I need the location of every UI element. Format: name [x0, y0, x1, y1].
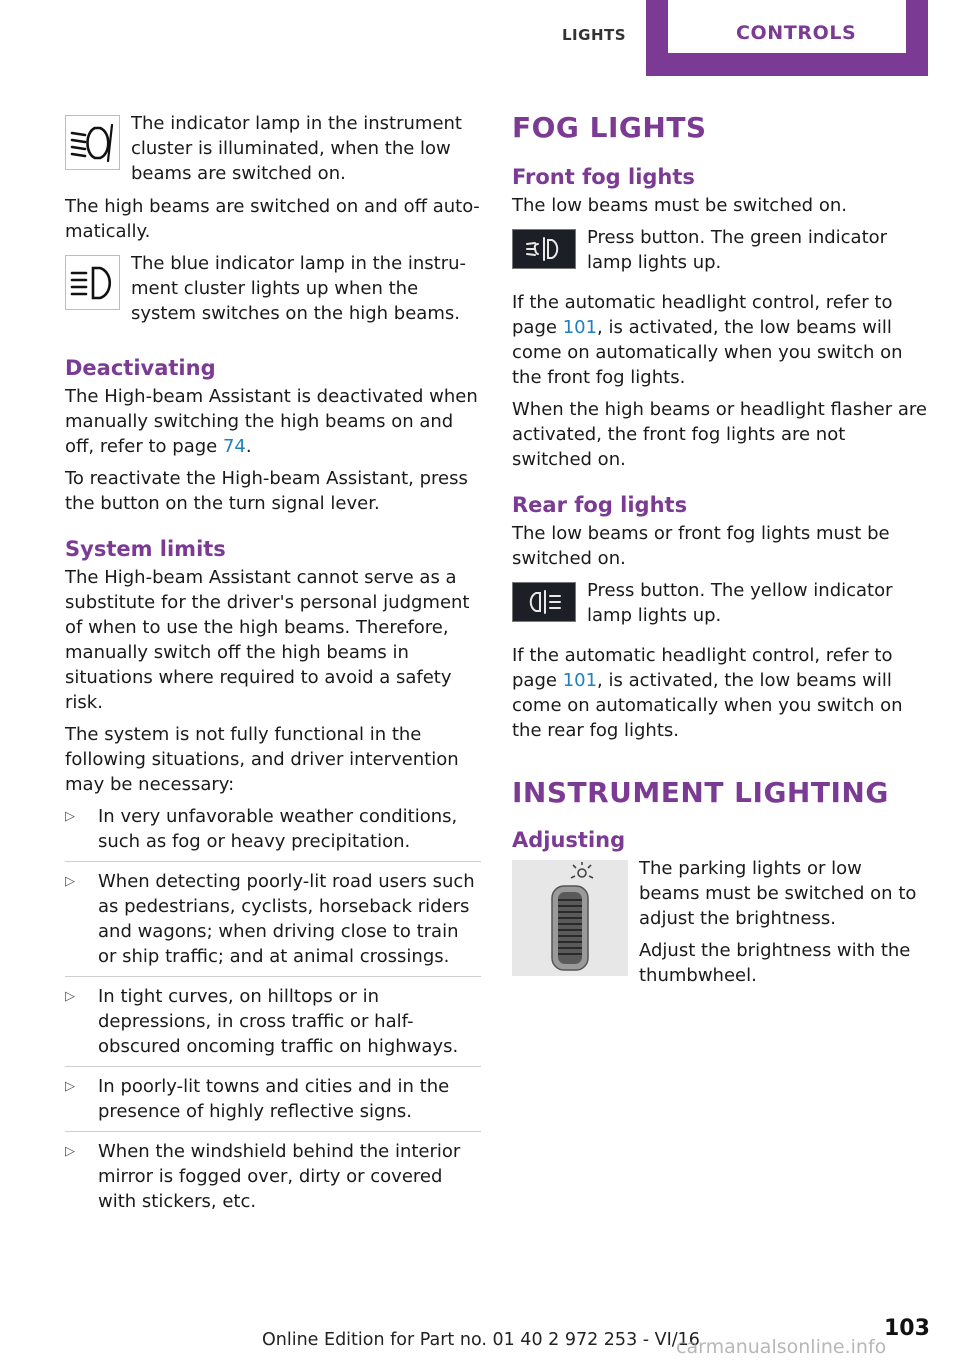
instrument-lighting-heading: INSTRUMENT LIGHTING — [512, 776, 889, 809]
thumbwheel-text — [639, 856, 928, 995]
list-item: ▷ In poorly-lit towns and cities and in the presence of highly reflective signs. — [65, 1074, 481, 1132]
section-label: LIGHTS — [562, 26, 627, 44]
page-link-101[interactable]: 101 — [562, 670, 598, 691]
triangle-bullet-icon: ▷ — [65, 1144, 75, 1159]
deactivating-heading: Deactivating — [65, 356, 216, 380]
watermark: carmanualsonline.info — [676, 1336, 887, 1358]
right-column — [512, 111, 928, 995]
list-item: ▷ When the windshield behind the interior mirror is fogged over, dirty or covered with stickers, etc. — [65, 1141, 461, 1212]
front-fog-text-2: If the automatic headlight control, refer to page 101, is activated, the low beams will come on automatically when you switch on the front fog lights. — [512, 292, 903, 388]
left-column — [65, 111, 481, 1228]
list-item: ▷ In very unfavorable weather conditions, such as fog or heavy precipitation. — [65, 804, 481, 862]
triangle-bullet-icon: ▷ — [65, 874, 75, 889]
thumbwheel-icon — [512, 860, 628, 976]
list-item: ▷ When detecting poorly-lit road users such as pedestrians, cyclists, horseback riders and wagons; when driving close to train or ship traffic; and at animal crossings. — [65, 869, 481, 977]
front-fog-button-icon[interactable] — [512, 229, 576, 269]
triangle-bullet-icon: ▷ — [65, 809, 75, 824]
triangle-bullet-icon: ▷ — [65, 1079, 75, 1094]
front-fog-text-3: When the high beams or headlight flasher are activated, the front fog lights are not switched on. — [512, 399, 927, 470]
adjusting-text-1: The parking lights or low beams must be switched on to adjust the brightness. — [639, 858, 917, 929]
triangle-bullet-icon: ▷ — [65, 989, 75, 1004]
adjusting-heading: Adjusting — [512, 828, 626, 852]
system-limits-heading: System limits — [65, 537, 226, 561]
front-fog-button-text: Press button. The green indicator lamp lights up. — [587, 227, 888, 273]
system-limits-list — [65, 804, 481, 1221]
rear-fog-button-row — [512, 578, 928, 628]
thumbwheel-row — [512, 856, 928, 995]
high-beam-indicator-row — [65, 251, 481, 326]
chapter-label: CONTROLS — [736, 22, 857, 44]
front-fog-text-1: The low beams must be switched on. — [512, 195, 847, 216]
deactivating-text-1: The High-beam Assistant is deactivated when manually switching the high beams on and off, refer to page 74. — [65, 386, 478, 457]
rear-fog-heading: Rear fog lights — [512, 493, 688, 517]
front-fog-heading: Front fog lights — [512, 165, 695, 189]
low-beam-indicator-text: The indicator lamp in the instrument cluster is illuminated, when the low beams are switched on. — [131, 113, 462, 184]
footer-edition: Online Edition for Part no. 01 40 2 972 253 - VI/16 — [262, 1330, 700, 1350]
deactivating-text-2: To reactivate the High-beam Assistant, press the button on the turn signal lever. — [65, 468, 468, 514]
system-limits-text-1: The High-beam Assistant cannot serve as a substitute for the driver's personal judgment of when to use the high beams. Therefore, manually switch off the high beams in situations where required to avoid a safety risk. — [65, 567, 470, 713]
page-number: 103 — [884, 1316, 930, 1341]
rear-fog-button-text: Press button. The yellow indicator lamp lights up. — [587, 580, 893, 626]
front-fog-button-row — [512, 225, 928, 275]
low-beam-indicator-icon — [65, 115, 120, 170]
high-beam-indicator-icon — [65, 255, 120, 310]
fog-lights-heading: FOG LIGHTS — [512, 111, 707, 144]
page-link-74[interactable]: 74 — [222, 436, 246, 457]
adjusting-text-2: Adjust the brightness with the thumbwheel. — [639, 940, 911, 986]
system-limits-text-2: The system is not fully functional in the following situations, and driver intervention may be necessary: — [65, 724, 459, 795]
page-link-101[interactable]: 101 — [562, 317, 598, 338]
list-item: ▷ In tight curves, on hilltops or in depressions, in cross traffic or half-obscured oncoming traffic on highways. — [65, 984, 481, 1067]
rear-fog-text-1: The low beams or front fog lights must be switched on. — [512, 523, 890, 569]
rear-fog-text-2: If the automatic headlight control, refer to page 101, is activated, the low beams will come on automatically when you switch on the rear fog lights. — [512, 645, 903, 741]
high-beam-auto-text: The high beams are switched on and off automatically. — [65, 196, 480, 242]
high-beam-indicator-text: The blue indicator lamp in the instrument cluster lights up when the system switches on the high beams. — [131, 253, 467, 324]
rear-fog-button-icon[interactable] — [512, 582, 576, 622]
low-beam-indicator-row — [65, 111, 481, 186]
